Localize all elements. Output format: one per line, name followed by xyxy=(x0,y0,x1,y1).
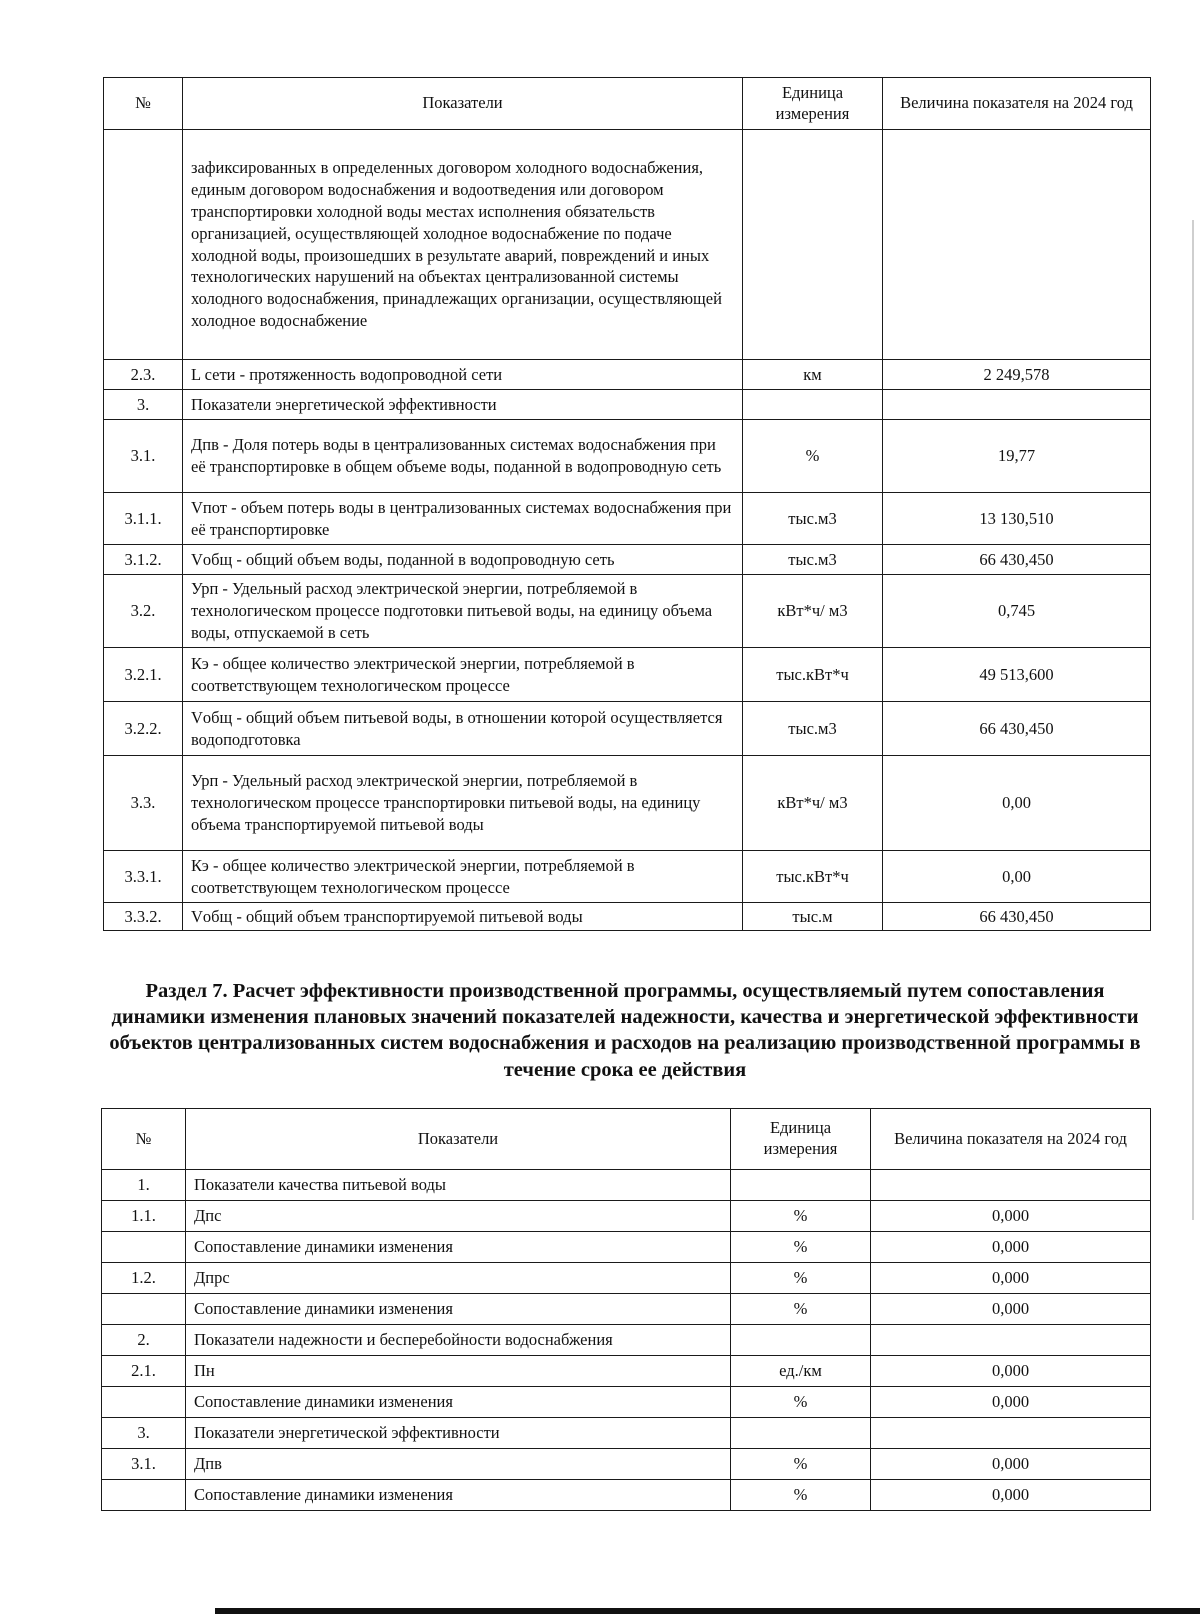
table-row xyxy=(104,851,1151,903)
table-row xyxy=(102,1263,1151,1294)
row-unit: % xyxy=(731,1294,871,1325)
row-indicator: Показатели энергетической эффективности xyxy=(186,1418,731,1449)
indicators-table-continued xyxy=(103,77,1151,931)
row-value xyxy=(871,1325,1151,1356)
row-unit: тыс.м xyxy=(743,903,883,931)
table-row xyxy=(104,702,1151,756)
row-value: 2 249,578 xyxy=(883,360,1151,390)
row-indicator: Урп - Удельный расход электрической энергии, потребляемой в технологическом процессе подготовки питьевой воды, на единицу объема воды, отпускаемой в сеть xyxy=(183,575,743,648)
row-indicator: Показатели энергетической эффективности xyxy=(183,390,743,420)
efficiency-table xyxy=(101,1108,1151,1511)
row-unit: % xyxy=(731,1449,871,1480)
row-unit: % xyxy=(743,420,883,493)
header-value: Величина показателя на 2024 год xyxy=(871,1109,1151,1170)
row-unit xyxy=(731,1170,871,1201)
row-number: 3.2.1. xyxy=(104,648,183,702)
row-indicator: Vобщ - общий объем питьевой воды, в отношении которой осуществляется водоподготовка xyxy=(183,702,743,756)
row-value: 13 130,510 xyxy=(883,493,1151,545)
row-unit: % xyxy=(731,1387,871,1418)
table-row xyxy=(104,575,1151,648)
row-indicator: Сопоставление динамики изменения xyxy=(186,1480,731,1511)
row-number: 2.1. xyxy=(102,1356,186,1387)
row-value: 66 430,450 xyxy=(883,903,1151,931)
row-number: 3.3. xyxy=(104,756,183,851)
row-indicator: Пн xyxy=(186,1356,731,1387)
row-value: 66 430,450 xyxy=(883,545,1151,575)
header-indicator: Показатели xyxy=(186,1109,731,1170)
row-unit xyxy=(743,390,883,420)
table-row xyxy=(102,1201,1151,1232)
row-number: 3. xyxy=(102,1418,186,1449)
row-indicator: Сопоставление динамики изменения xyxy=(186,1294,731,1325)
row-value: 0,000 xyxy=(871,1387,1151,1418)
row-number: 1.2. xyxy=(102,1263,186,1294)
row-indicator: Дпв xyxy=(186,1449,731,1480)
row-indicator: Vобщ - общий объем воды, поданной в водопроводную сеть xyxy=(183,545,743,575)
table-row xyxy=(102,1356,1151,1387)
table-row xyxy=(102,1170,1151,1201)
row-number: 3.1.1. xyxy=(104,493,183,545)
row-unit xyxy=(731,1418,871,1449)
table-row xyxy=(104,493,1151,545)
row-number xyxy=(104,130,183,360)
row-unit: кВт*ч/ м3 xyxy=(743,756,883,851)
row-value: 0,000 xyxy=(871,1356,1151,1387)
row-number: 3.3.1. xyxy=(104,851,183,903)
row-number: 1.1. xyxy=(102,1201,186,1232)
row-value: 0,000 xyxy=(871,1232,1151,1263)
table-row xyxy=(104,130,1151,360)
row-number: 2.3. xyxy=(104,360,183,390)
table-row xyxy=(102,1294,1151,1325)
row-unit: тыс.м3 xyxy=(743,702,883,756)
row-number: 3.3.2. xyxy=(104,903,183,931)
row-indicator: Сопоставление динамики изменения xyxy=(186,1387,731,1418)
table-row xyxy=(102,1449,1151,1480)
table-row xyxy=(102,1418,1151,1449)
row-indicator: Кэ - общее количество электрической энергии, потребляемой в соответствующем технологическом процессе xyxy=(183,648,743,702)
row-value: 0,000 xyxy=(871,1263,1151,1294)
header-number: № xyxy=(104,78,183,130)
row-number: 3.1. xyxy=(102,1449,186,1480)
row-value: 0,745 xyxy=(883,575,1151,648)
row-indicator: Показатели качества питьевой воды xyxy=(186,1170,731,1201)
row-number xyxy=(102,1387,186,1418)
header-number: № xyxy=(102,1109,186,1170)
row-indicator: Показатели надежности и бесперебойности водоснабжения xyxy=(186,1325,731,1356)
row-unit: тыс.м3 xyxy=(743,545,883,575)
row-unit: % xyxy=(731,1201,871,1232)
row-indicator: Кэ - общее количество электрической энергии, потребляемой в соответствующем технологическом процессе xyxy=(183,851,743,903)
row-value: 0,000 xyxy=(871,1201,1151,1232)
row-value xyxy=(883,130,1151,360)
row-value xyxy=(883,390,1151,420)
row-indicator: зафиксированных в определенных договором холодного водоснабжения, единым договором водоснабжения и водоотведения или договором транспортировки холодной воды местах исполнения обязательств организацией, осуществляющей холодное водоснабжение по подаче холодной воды, произошедших в результате аварий, повреждений и иных технологических нарушений на объектах централизованной системы холодного водоснабжения, принадлежащих организации, осуществляющей холодное водоснабжение xyxy=(183,130,743,360)
row-indicator: Дпс xyxy=(186,1201,731,1232)
table-row xyxy=(104,390,1151,420)
row-number: 3.1. xyxy=(104,420,183,493)
row-indicator: Дпв - Доля потерь воды в централизованных системах водоснабжения при её транспортировке в общем объеме воды, поданной в водопроводную сеть xyxy=(183,420,743,493)
header-value: Величина показателя на 2024 год xyxy=(883,78,1151,130)
header-unit: Единица измерения xyxy=(743,78,883,130)
row-indicator: L сети - протяженность водопроводной сети xyxy=(183,360,743,390)
row-number: 1. xyxy=(102,1170,186,1201)
header-unit: Единица измерения xyxy=(731,1109,871,1170)
row-unit: км xyxy=(743,360,883,390)
row-value: 19,77 xyxy=(883,420,1151,493)
row-indicator: Урп - Удельный расход электрической энергии, потребляемой в технологическом процессе транспортировки питьевой воды, на единицу объема транспортируемой питьевой воды xyxy=(183,756,743,851)
row-unit: % xyxy=(731,1263,871,1294)
row-unit: % xyxy=(731,1232,871,1263)
row-number: 3.2. xyxy=(104,575,183,648)
row-unit: кВт*ч/ м3 xyxy=(743,575,883,648)
row-unit: тыс.кВт*ч xyxy=(743,648,883,702)
row-unit: тыс.кВт*ч xyxy=(743,851,883,903)
row-number xyxy=(102,1294,186,1325)
row-unit: % xyxy=(731,1480,871,1511)
row-value: 66 430,450 xyxy=(883,702,1151,756)
row-unit xyxy=(743,130,883,360)
row-unit: тыс.м3 xyxy=(743,493,883,545)
table-header-row xyxy=(102,1109,1151,1170)
row-indicator: Сопоставление динамики изменения xyxy=(186,1232,731,1263)
scan-edge-shadow xyxy=(1192,220,1194,1220)
row-indicator: Vобщ - общий объем транспортируемой питьевой воды xyxy=(183,903,743,931)
table-row xyxy=(102,1232,1151,1263)
row-number xyxy=(102,1480,186,1511)
row-value: 0,000 xyxy=(871,1449,1151,1480)
table-row xyxy=(104,360,1151,390)
table-row xyxy=(102,1480,1151,1511)
scan-bottom-edge xyxy=(215,1608,1200,1614)
table-row xyxy=(102,1387,1151,1418)
table-row xyxy=(104,545,1151,575)
table-row xyxy=(104,648,1151,702)
table-row xyxy=(102,1325,1151,1356)
row-value: 0,00 xyxy=(883,851,1151,903)
table-row xyxy=(104,903,1151,931)
row-value: 0,000 xyxy=(871,1294,1151,1325)
row-number xyxy=(102,1232,186,1263)
row-value: 0,00 xyxy=(883,756,1151,851)
row-unit: ед./км xyxy=(731,1356,871,1387)
row-value xyxy=(871,1418,1151,1449)
row-indicator: Дпрс xyxy=(186,1263,731,1294)
row-indicator: Vпот - объем потерь воды в централизованных системах водоснабжения при её транспортировке xyxy=(183,493,743,545)
header-indicator: Показатели xyxy=(183,78,743,130)
row-value: 49 513,600 xyxy=(883,648,1151,702)
row-unit xyxy=(731,1325,871,1356)
row-number: 2. xyxy=(102,1325,186,1356)
section-7-heading: Раздел 7. Расчет эффективности производственной программы, осуществляемый путем сопоставления динамики изменения плановых значений показателей надежности, качества и энергетической эффективности объектов централизованных систем водоснабжения и расходов на реализацию производственной программы в течение срока ее действия xyxy=(109,980,1141,1081)
row-value: 0,000 xyxy=(871,1480,1151,1511)
row-number: 3. xyxy=(104,390,183,420)
table-row xyxy=(104,756,1151,851)
row-value xyxy=(871,1170,1151,1201)
table-row xyxy=(104,420,1151,493)
row-number: 3.2.2. xyxy=(104,702,183,756)
row-number: 3.1.2. xyxy=(104,545,183,575)
table-header-row xyxy=(104,78,1151,130)
